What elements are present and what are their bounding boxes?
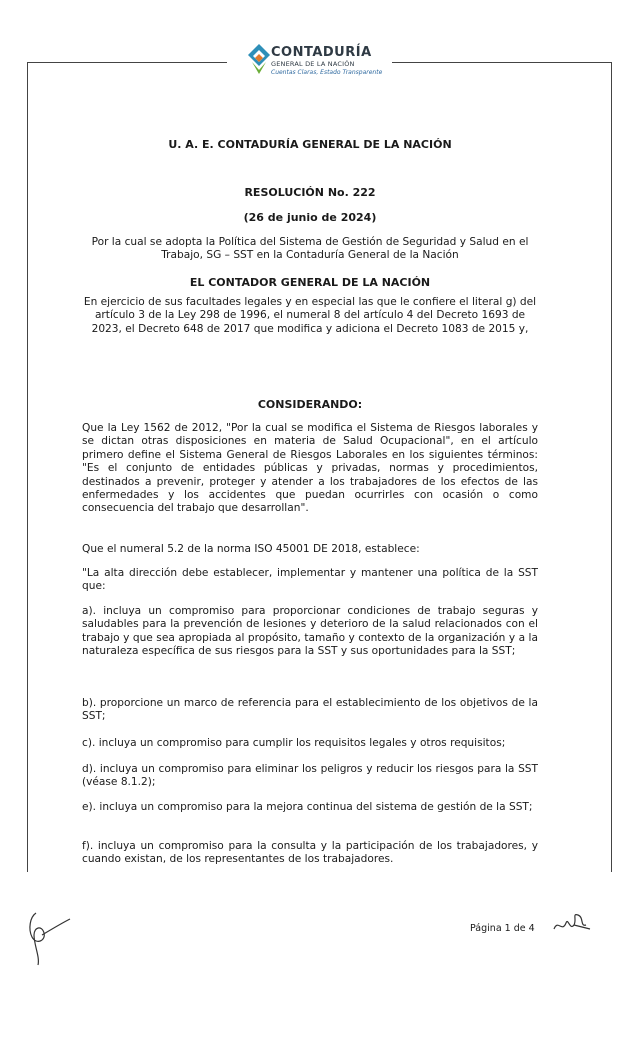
paragraph-item-b: b). proporcione un marco de referencia para el establecimiento de los objetivos de la SST; bbox=[82, 697, 538, 723]
paragraph-item-e: e). incluya un compromiso para la mejora continua del sistema de gestión de la SST; bbox=[82, 801, 533, 813]
signature-left-icon bbox=[22, 905, 74, 967]
resolution-subject: Por la cual se adopta la Política del Sistema de Gestión de Seguridad y Salud en el Trabajo, SG – SST en la Contaduría General de la Nación bbox=[91, 236, 529, 262]
entity-heading: U. A. E. CONTADURÍA GENERAL DE LA NACIÓN bbox=[168, 138, 452, 151]
logo-subtitle: GENERAL DE LA NACIÓN bbox=[271, 60, 355, 68]
frame-left-rule bbox=[27, 62, 28, 872]
paragraph-item-a: a). incluya un compromiso para proporcionar condiciones de trabajo seguras y saludables para la prevención de lesiones y deterioro de la salud relacionados con el trabajo y que sea apropiada al propósito, tamaño y contexto de la organización y a la naturaleza específica de sus riesgos para la SST y sus oportunidades para la SST; bbox=[82, 605, 538, 658]
logo-name: CONTADURÍA bbox=[271, 45, 372, 60]
page-number: Página 1 de 4 bbox=[470, 923, 535, 934]
frame-top-right-rule bbox=[392, 62, 612, 63]
frame-top-left-rule bbox=[27, 62, 227, 63]
logo-motto: Cuentas Claras, Estado Transparente bbox=[271, 69, 383, 76]
paragraph-law-1562: Que la Ley 1562 de 2012, "Por la cual se modifica el Sistema de Riesgos laborales y se dictan otras disposiciones en materia de Salud Ocupacional", en el artículo primero define el Sistema General de Riesgos Laborales en los siguientes términos: "Es el conjunto de entidades públicas y privadas, normas y procedimientos, destinados a prevenir, proteger y atender a los trabajadores de los efectos de las enfermedades y los accidentes que puedan ocurrirles con ocasión o como consecuencia del trabajo que desarrollan". bbox=[82, 422, 538, 515]
paragraph-item-c: c). incluya un compromiso para cumplir los requisitos legales y otros requisitos; bbox=[82, 737, 506, 749]
logo-mark-icon bbox=[248, 44, 270, 74]
signature-right-icon bbox=[552, 907, 592, 937]
signatory-heading: EL CONTADOR GENERAL DE LA NACIÓN bbox=[189, 276, 431, 289]
paragraph-iso-45001: Que el numeral 5.2 de la norma ISO 45001 DE 2018, establece: bbox=[82, 543, 420, 555]
frame-right-rule bbox=[611, 62, 612, 872]
resolution-number: RESOLUCIÓN No. 222 bbox=[244, 186, 376, 199]
paragraph-policy-intro: "La alta dirección debe establecer, implementar y mantener una política de la SST que: bbox=[82, 567, 538, 593]
considering-heading: CONSIDERANDO: bbox=[257, 398, 363, 411]
logo-contaduria bbox=[248, 44, 383, 80]
paragraph-item-f: f). incluya un compromiso para la consulta y la participación de los trabajadores, y cuando existan, de los representantes de los trabajadores. bbox=[82, 840, 538, 866]
resolution-date: (26 de junio de 2024) bbox=[243, 211, 377, 224]
legal-powers: En ejercicio de sus facultades legales y en especial las que le confiere el literal g) del artículo 3 de la Ley 298 de 1996, el numeral 8 del artículo 4 del Decreto 1693 de 2023, el Decreto 648 de 2017 que modifica y adiciona el Decreto 1083 de 2015 y, bbox=[83, 296, 537, 335]
paragraph-item-d: d). incluya un compromiso para eliminar los peligros y reducir los riesgos para la SST (véase 8.1.2); bbox=[82, 763, 538, 789]
